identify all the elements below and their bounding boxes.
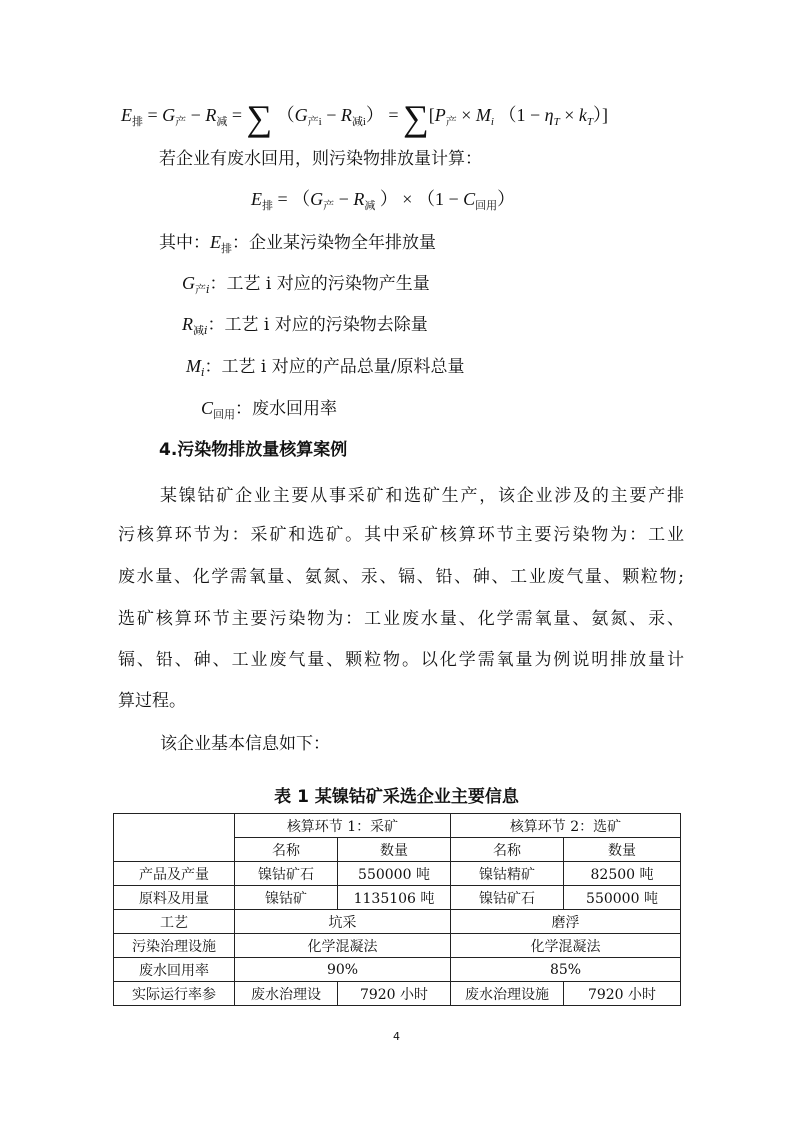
table-row-label: 原料及用量 [114, 886, 235, 910]
table-cell: 7920 小时 [564, 982, 681, 1006]
table-row [114, 886, 681, 910]
paragraph-line: 某镍钴矿企业主要从事采矿和选矿生产，该企业涉及的主要产排 [160, 486, 684, 506]
table-header-name: 名称 [451, 838, 564, 862]
table-cell: 废水治理设 [235, 982, 338, 1006]
table-cell: 化学混凝法 [451, 934, 681, 958]
definition-r: $R_{减i}$：工艺 i 对应的污染物去除量 [182, 314, 428, 337]
paragraph-line: 镉、铅、砷、工业废气量、颗粒物。以化学需氧量为例说明排放量计 [118, 650, 684, 670]
table-row-label: 实际运行率参 [114, 982, 235, 1006]
table-cell: 化学混凝法 [235, 934, 451, 958]
table-cell: 磨浮 [451, 910, 681, 934]
table-header-stage1: 核算环节 1：采矿 [235, 814, 451, 838]
paragraph-line: 废水量、化学需氧量、氨氮、汞、镉、铅、砷、工业废气量、颗粒物; [118, 567, 684, 587]
table-row [114, 934, 681, 958]
table-cell: 镍钴精矿 [451, 862, 564, 886]
formula-emission-reuse: $E_排 = (G_产 - R_减$ ） × $(1 - C_{回用})$ [251, 189, 516, 212]
table-cell: 550000 吨 [564, 886, 681, 910]
table-row-label: 废水回用率 [114, 958, 235, 982]
table-cell: 7920 小时 [338, 982, 451, 1006]
page-number: 4 [393, 1030, 400, 1043]
table-cell: 坑采 [235, 910, 451, 934]
info-table [113, 813, 681, 1006]
table-row [114, 982, 681, 1006]
table-caption: 表 1 某镍钴矿采选企业主要信息 [274, 787, 519, 807]
table-header-stage2: 核算环节 2：选矿 [451, 814, 681, 838]
summation-icon: ∑ [403, 98, 429, 138]
table-cell: 82500 吨 [564, 862, 681, 886]
table-cell: 镍钴矿石 [235, 862, 338, 886]
table-cell: 85% [451, 958, 681, 982]
table-row-label: 污染治理设施 [114, 934, 235, 958]
definition-e: 其中：$E_排$：企业某污染物全年排放量 [159, 232, 436, 255]
table-cell: 550000 吨 [338, 862, 451, 886]
table-row [114, 910, 681, 934]
table-row-label: 产品及产量 [114, 862, 235, 886]
table-cell: 1135106 吨 [338, 886, 451, 910]
table-header-name: 名称 [235, 838, 338, 862]
table-cell: 90% [235, 958, 451, 982]
table-cell: 废水治理设施 [451, 982, 564, 1006]
table-row-label: 工艺 [114, 910, 235, 934]
table-header-qty: 数量 [338, 838, 451, 862]
table-cell: 镍钴矿石 [451, 886, 564, 910]
table-row [114, 814, 681, 838]
definition-c: $C_{回用}$：废水回用率 [201, 398, 338, 421]
paragraph-line-last: 算过程。 [118, 691, 186, 711]
table-row [114, 958, 681, 982]
formula-emission: $E_排 = G_产 - R_减$ = ∑ $(G_{产i} - R_{减i}) = \sum[P_产 \times M_i$ $(1 - \eta_T \times k_T)$] [121, 98, 608, 138]
reuse-intro-text: 若企业有废水回用，则污染物排放量计算： [159, 149, 482, 169]
definition-m: $M_i$：工艺 i 对应的产品总量/原料总量 [186, 356, 465, 379]
table-cell: 镍钴矿 [235, 886, 338, 910]
table-header-qty: 数量 [564, 838, 681, 862]
summation-icon: ∑ [246, 98, 273, 138]
basic-info-text: 该企业基本信息如下： [160, 734, 330, 754]
table-corner-cell [114, 814, 235, 862]
section-heading: 4.污染物排放量核算案例 [159, 440, 348, 460]
paragraph-line: 污核算环节为：采矿和选矿。其中采矿核算环节主要污染物为：工业 [118, 525, 684, 545]
table-row [114, 862, 681, 886]
definition-g: $G_{产i}$：工艺 i 对应的污染物产生量 [182, 273, 430, 296]
paragraph-line: 选矿核算环节主要污染物为：工业废水量、化学需氧量、氨氮、汞、 [118, 609, 684, 629]
formula-e-subscript: 排 [132, 116, 143, 128]
